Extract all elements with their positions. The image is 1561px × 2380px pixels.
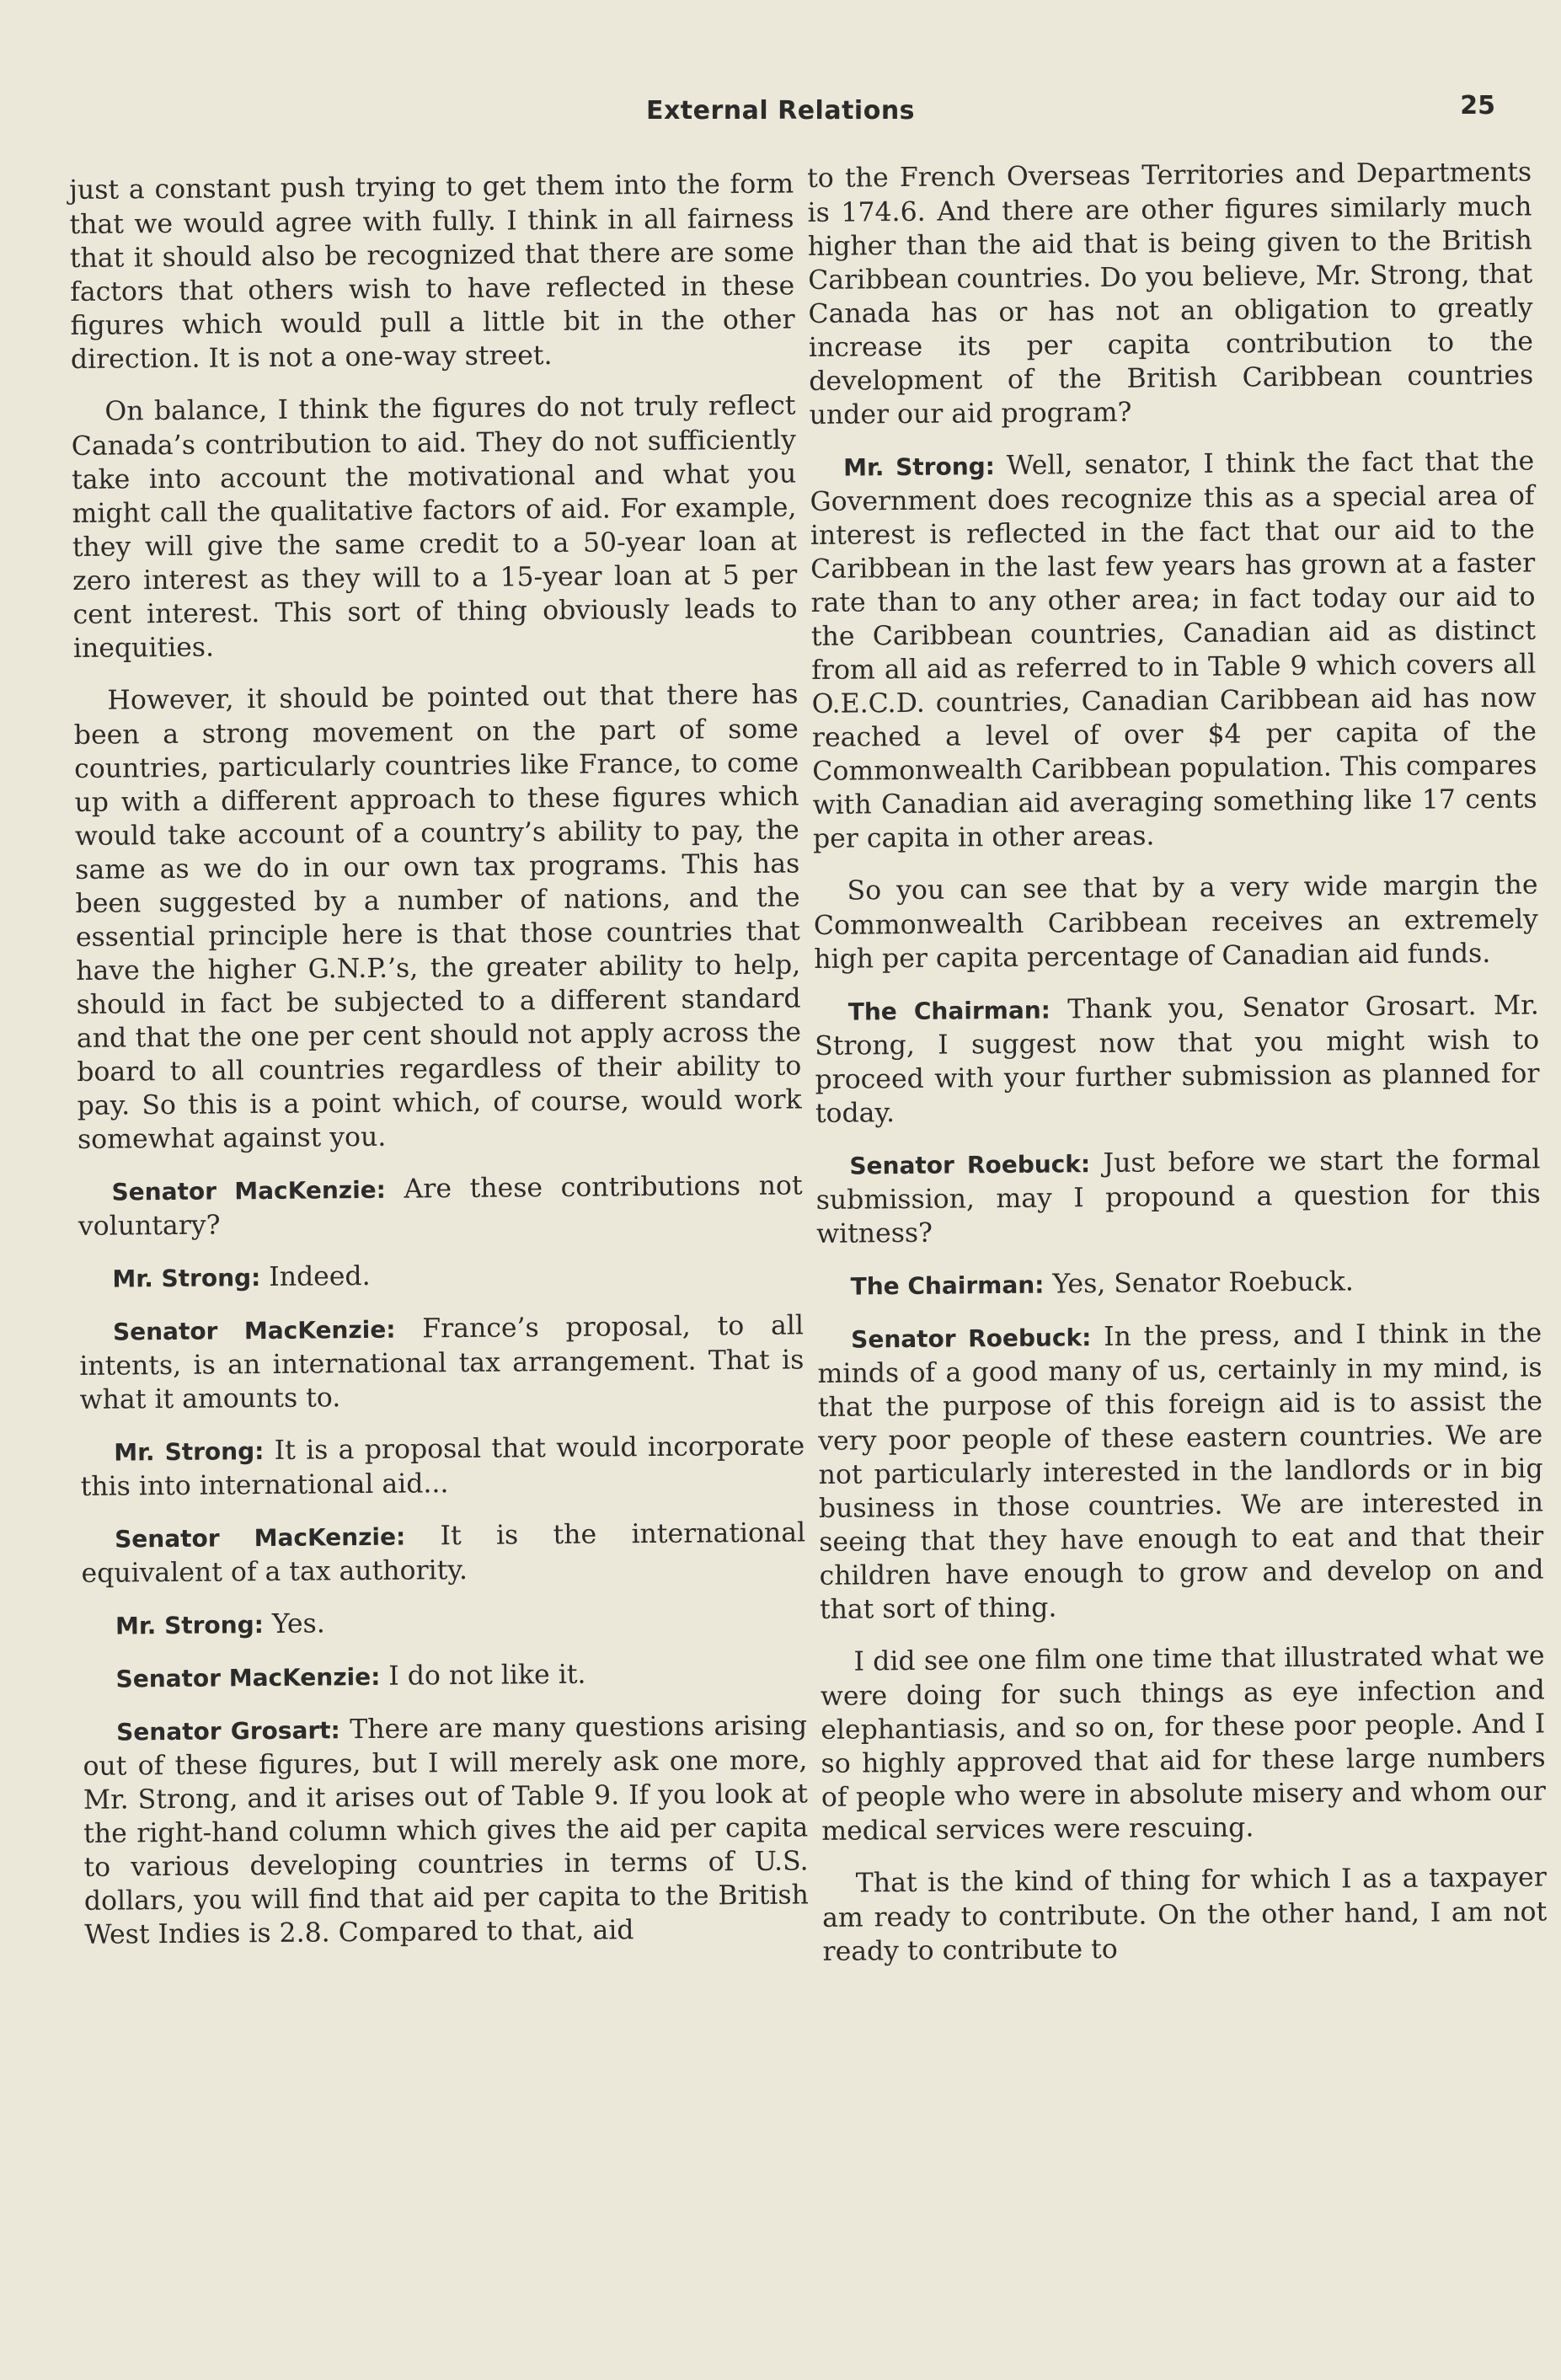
- paragraph-text: Yes, Senator Roebuck.: [1044, 1266, 1354, 1300]
- paragraph-text: Thank you, Senator Grosart. Mr. Strong, I suggest now that you might wish to proceed with your further submission as planned for today.: [815, 990, 1540, 1129]
- paragraph: [82, 1602, 806, 1644]
- paragraph: [810, 444, 1537, 855]
- paragraph-text: I do not like it.: [380, 1659, 586, 1692]
- paragraph: [78, 1255, 803, 1297]
- paragraph-text: It is the international equivalent of a tax authority.: [81, 1517, 806, 1589]
- speaker-label: Senator MacKenzie:: [115, 1522, 406, 1554]
- paragraph: [79, 1308, 805, 1417]
- paragraph: [815, 988, 1540, 1130]
- paragraph: [80, 1429, 805, 1504]
- paragraph-text: So you can see that by a very wide margin the Commonwealth Caribbean receives an extremely high per capita percentage of Canadian aid funds.: [813, 869, 1539, 975]
- right-column: [807, 155, 1548, 1987]
- speaker-label: Mr. Strong:: [843, 452, 996, 482]
- paragraph-text: France’s proposal, to all intents, is an international tax arrangement. That is what it amounts to.: [79, 1310, 805, 1415]
- left-column: [69, 167, 810, 1970]
- paragraph-text: just a constant push trying to get them into the form that we would agree with fully. I think in all fairness that it should also be recognized that there are some factors that others wish to have reflected in these figures which would pull a little bit in the other direction. It is not a one-way street.: [69, 168, 795, 375]
- paragraph-text: However, it should be pointed out that there has been a strong movement on the part of some countries, particularly countries like France, to come up with a different approach to these figures which would take account of a country’s ability to pay, the same as we do in our own tax programs. This has been suggested by a number of nations, and the essential principle here is that those countries that have the higher G.N.P.’s, the greater ability to help, should in fact be subjected to a different standard and that the one per cent should not apply across the board to all countries regardless of their ability to pay. So this is a point which, of course, would work somewhat against you.: [73, 679, 802, 1155]
- speaker-label: Senator MacKenzie:: [111, 1175, 387, 1206]
- paragraph-text: Well, senator, I think the fact that the Government does recognize this as a special area of interest is reflected in the fact that our aid to the Caribbean in the last few years has grown at a faster rate than to any other area; in fact today our aid to the Caribbean countries, Canadian aid as distinct from all aid as referred to in Table 9 which covers all O.E.C.D. countries, Canadian Caribbean aid has now reached a level of over $4 per capita of the Commonwealth Caribbean population. This compares with Canadian aid averaging something like 17 cents per capita in other areas.: [810, 446, 1537, 854]
- speaker-label: Senator Roebuck:: [849, 1150, 1091, 1180]
- paragraph: [815, 1142, 1541, 1251]
- paragraph: [73, 677, 802, 1156]
- speaker-label: Senator MacKenzie:: [112, 1315, 396, 1346]
- paragraph: [69, 167, 795, 376]
- running-title: External Relations: [645, 96, 916, 126]
- speaker-label: Mr. Strong:: [115, 1611, 265, 1640]
- paragraph-text: Yes.: [263, 1608, 325, 1640]
- paragraph: [82, 1655, 806, 1697]
- paragraph: [817, 1316, 1544, 1626]
- speaker-label: Senator Roebuck:: [851, 1324, 1092, 1354]
- speaker-label: Mr. Strong:: [114, 1437, 265, 1467]
- speaker-label: Senator Grosart:: [116, 1716, 340, 1746]
- paragraph: [816, 1263, 1541, 1304]
- speaker-label: Mr. Strong:: [112, 1264, 261, 1293]
- speaker-label: The Chairman:: [850, 1270, 1045, 1301]
- page-number: 25: [1460, 91, 1495, 120]
- paragraph: [71, 388, 798, 665]
- paragraph-text: Indeed.: [260, 1260, 371, 1293]
- paragraph: [820, 1639, 1546, 1848]
- paragraph-text: to the French Overseas Territories and Departments is 174.6. And there are other figures similarly much higher than the aid that is being given to the British Caribbean countries. Do you believe, Mr. Strong, that Canada has or has not an obligation to greatly increase its per capita contribution to the development of the British Caribbean countries under our aid program?: [807, 157, 1534, 431]
- paragraph-text: Are these contributions not voluntary?: [78, 1170, 803, 1242]
- paragraph: [813, 868, 1538, 976]
- paragraph-text: There are many questions arising out of these figures, but I will merely ask one more, Mr. Strong, and it arises out of Table 9. If you look at the right-hand column which gives the aid per capita to various developing countries in terms of U.S. dollars, you will find that aid per capita to the British West Indies is 2.8. Compared to that, aid: [83, 1710, 810, 1950]
- paragraph: [78, 1169, 803, 1243]
- paragraph-text: On balance, I think the figures do not truly reflect Canada’s contribution to aid. They do not sufficiently take into account the motivational and what you might call the qualitative factors of aid. For example, they will give the same credit to a 50-year loan at zero interest as they will to a 15-year loan at 5 per cent interest. This sort of thing obviously leads to inequities.: [71, 390, 798, 664]
- paragraph-text: I did see one film one time that illustrated what we were doing for such things as eye infection and elephantiasis, and so on, for these poor people. And I so highly approved that aid for these large numbers of people who were in absolute misery and whom our medical services were rescuing.: [820, 1640, 1547, 1847]
- speaker-label: The Chairman:: [847, 996, 1051, 1026]
- paragraph: [81, 1516, 806, 1591]
- paragraph: [807, 155, 1534, 431]
- paragraph-text: That is the kind of thing for which I as a taxpayer am ready to contribute. On the other hand, I am not ready to contribute to: [822, 1862, 1548, 1967]
- paragraph-text: It is a proposal that would incorporate this into international aid...: [80, 1431, 805, 1502]
- paragraph: [83, 1709, 809, 1951]
- paragraph: [822, 1860, 1548, 1969]
- paragraph-text: Just before we start the formal submission, may I propound a question for this witness?: [815, 1144, 1541, 1249]
- page-header: [0, 91, 1561, 135]
- paragraph-text: In the press, and I think in the minds of a good many of us, certainly in my mind, is that the purpose of this foreign aid is to assist the very poor people of these eastern countries. We are not particularly interested in the landlords or in big business in those countries. We are interested in seeing that they have enough to eat and that their children have enough to grow and develop on and that sort of thing.: [817, 1318, 1544, 1625]
- speaker-label: Senator MacKenzie:: [115, 1662, 381, 1693]
